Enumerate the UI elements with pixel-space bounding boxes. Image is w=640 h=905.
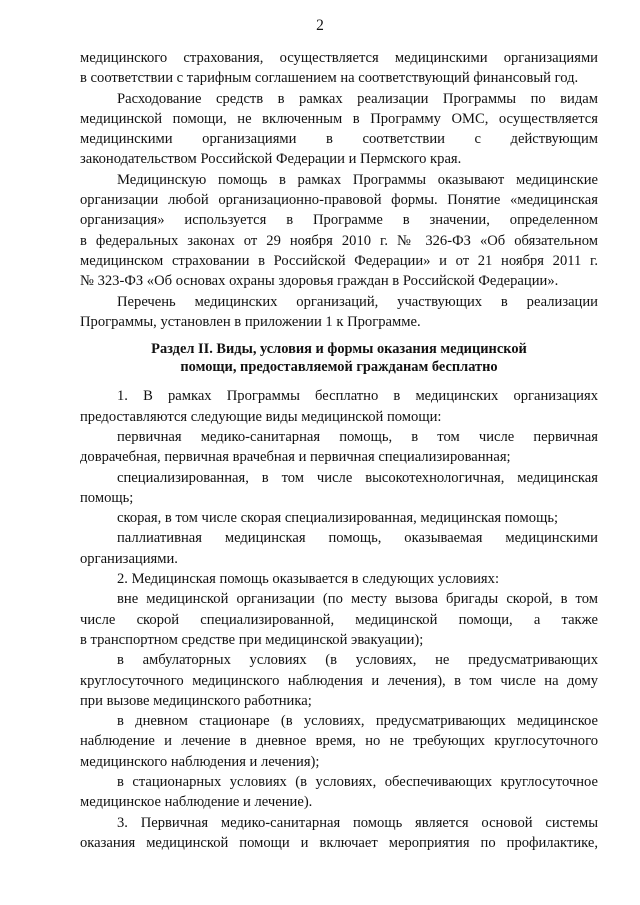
text-line: законодательством Российской Федерации и Пермского края. (80, 151, 462, 168)
text-line: доврачебная, первичная врачебная и первичная специализированная; (80, 449, 511, 466)
text-line: специализированная, в том числе высокотехнологичная, медицинская (117, 469, 598, 486)
text-line: 1. В рамках Программы бесплатно в медицинских организациях (117, 388, 598, 405)
text-line: числе скорой специализированной, медицинской помощи, а также (80, 611, 598, 628)
text-line: медицинское наблюдение и лечение). (80, 794, 313, 811)
text-line: медицинского страхования, осуществляется медицинскими организациями (80, 50, 598, 66)
text-line: скорая, в том числе скорая специализированная, медицинская помощь; (117, 510, 559, 527)
text-line: 3. Первичная медико-санитарная помощь является основой системы (117, 814, 598, 831)
text-line: в дневном стационаре (в условиях, предусматривающих медицинское (117, 713, 598, 730)
text-line: медицинского наблюдения и лечения); (80, 753, 320, 770)
text-line: медицинскими организациями в соответствии с действующим (80, 131, 598, 148)
section-heading-line-1: Раздел II. Виды, условия и формы оказания медицинской (151, 341, 527, 358)
text-line: организациями. (80, 550, 178, 567)
text-line: Программы, установлен в приложении 1 к Программе. (80, 313, 421, 330)
spacer (80, 332, 598, 341)
page-number: 2 (316, 17, 324, 34)
text-line: при вызове медицинского работника; (80, 692, 312, 709)
text-line: предоставляются следующие виды медицинской помощи: (80, 408, 442, 425)
text-line: Перечень медицинских организаций, участвующих в реализации (117, 293, 598, 310)
text-line: № 323-ФЗ «Об основах охраны здоровья граждан в Российской Федерации». (80, 273, 559, 290)
text-line: в амбулаторных условиях (в условиях, не предусматривающих (117, 652, 598, 669)
text-line: первичная медико-санитарная помощь, в том числе первичная (117, 428, 598, 445)
text-line: 2. Медицинская помощь оказывается в следующих условиях: (117, 571, 499, 588)
text-line: организации любой организационно-правовой формы. Понятие «медицинская (80, 192, 598, 209)
text-line: круглосуточного медицинского наблюдения и лечения), в том числе на дому (80, 672, 598, 689)
text-line: помощь; (80, 489, 134, 506)
text-line: медицинском страховании в Российской Федерации» и от 21 ноября 2011 г. (80, 252, 598, 269)
text-line: наблюдение и лечение в дневное время, но не требующих круглосуточного (80, 733, 598, 750)
body-text (80, 48, 598, 853)
spacer (80, 376, 598, 386)
text-line: организация» используется в Программе в значении, определенном (80, 212, 598, 229)
text-line: медицинской помощи, не включенным в Программу ОМС, осуществляется (80, 110, 598, 127)
text-line: в транспортном средстве при медицинской эвакуации); (80, 631, 424, 648)
section-heading-line-2: помощи, предоставляемой гражданам бесплатно (180, 358, 498, 375)
text-line: в стационарных условиях (в условиях, обеспечивающих круглосуточное (117, 773, 598, 790)
text-line: Расходование средств в рамках реализации Программы по видам (117, 90, 598, 107)
text-line: в федеральных законах от 29 ноября 2010 г. № 326-ФЗ «Об обязательном (80, 232, 598, 249)
text-line: оказания медицинской помощи и включает мероприятия по профилактике, (80, 834, 598, 851)
text-line: паллиативная медицинская помощь, оказываемая медицинскими (117, 530, 598, 547)
text-line: в соответствии с тарифным соглашением на соответствующий финансовый год. (80, 70, 579, 87)
text-line: Медицинскую помощь в рамках Программы оказывают медицинские (117, 171, 598, 188)
text-line: вне медицинской организации (по месту вызова бригады скорой, в том (117, 591, 598, 608)
